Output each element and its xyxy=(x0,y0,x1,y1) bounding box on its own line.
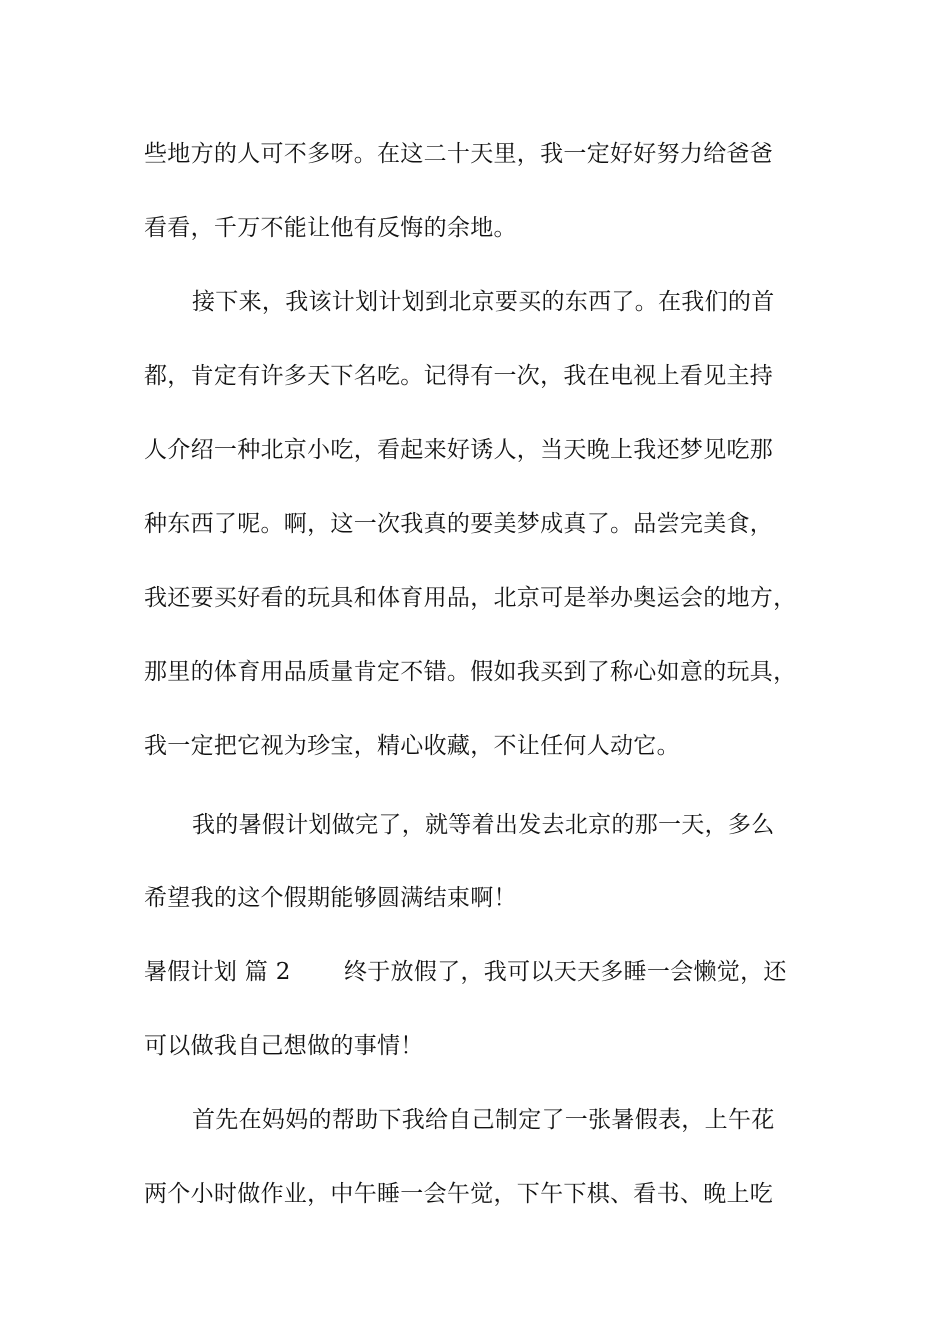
text-line: 人介绍一种北京小吃，看起来好诱人，当天晚上我还梦见吃那 xyxy=(144,437,774,463)
paragraph-start-line: 我的暑假计划做完了，就等着出发去北京的那一天，多么 xyxy=(192,812,775,838)
text-line: 种东西了呢。啊，这一次我真的要美梦成真了。品尝完美食， xyxy=(144,511,774,537)
text-line: 那里的体育用品质量肯定不错。假如我买到了称心如意的玩具， xyxy=(144,659,797,685)
paragraph-start-line: 接下来，我该计划计划到北京要买的东西了。在我们的首 xyxy=(192,289,775,315)
section-heading-line xyxy=(144,957,834,987)
text-line: 可以做我自己想做的事情！ xyxy=(144,1033,424,1059)
section-first-sentence: 终于放假了，我可以天天多睡一会懒觉，还 xyxy=(344,959,787,985)
text-line: 两个小时做作业，中午睡一会午觉，下午下棋、看书、晚上吃 xyxy=(144,1181,774,1207)
text-line: 看看，千万不能让他有反悔的余地。 xyxy=(144,215,517,241)
text-line: 些地方的人可不多呀。在这二十天里，我一定好好努力给爸爸 xyxy=(144,141,774,167)
text-line: 希望我的这个假期能够圆满结束啊！ xyxy=(144,885,517,911)
section-heading: 暑假计划 篇 2 xyxy=(144,959,291,985)
text-line: 我一定把它视为珍宝，精心收藏，不让任何人动它。 xyxy=(144,733,680,759)
text-line: 都，肯定有许多天下名吃。记得有一次，我在电视上看见主持 xyxy=(144,363,774,389)
paragraph-start-line: 首先在妈妈的帮助下我给自己制定了一张暑假表，上午花 xyxy=(192,1107,775,1133)
text-line: 我还要买好看的玩具和体育用品，北京可是举办奥运会的地方， xyxy=(144,585,797,611)
